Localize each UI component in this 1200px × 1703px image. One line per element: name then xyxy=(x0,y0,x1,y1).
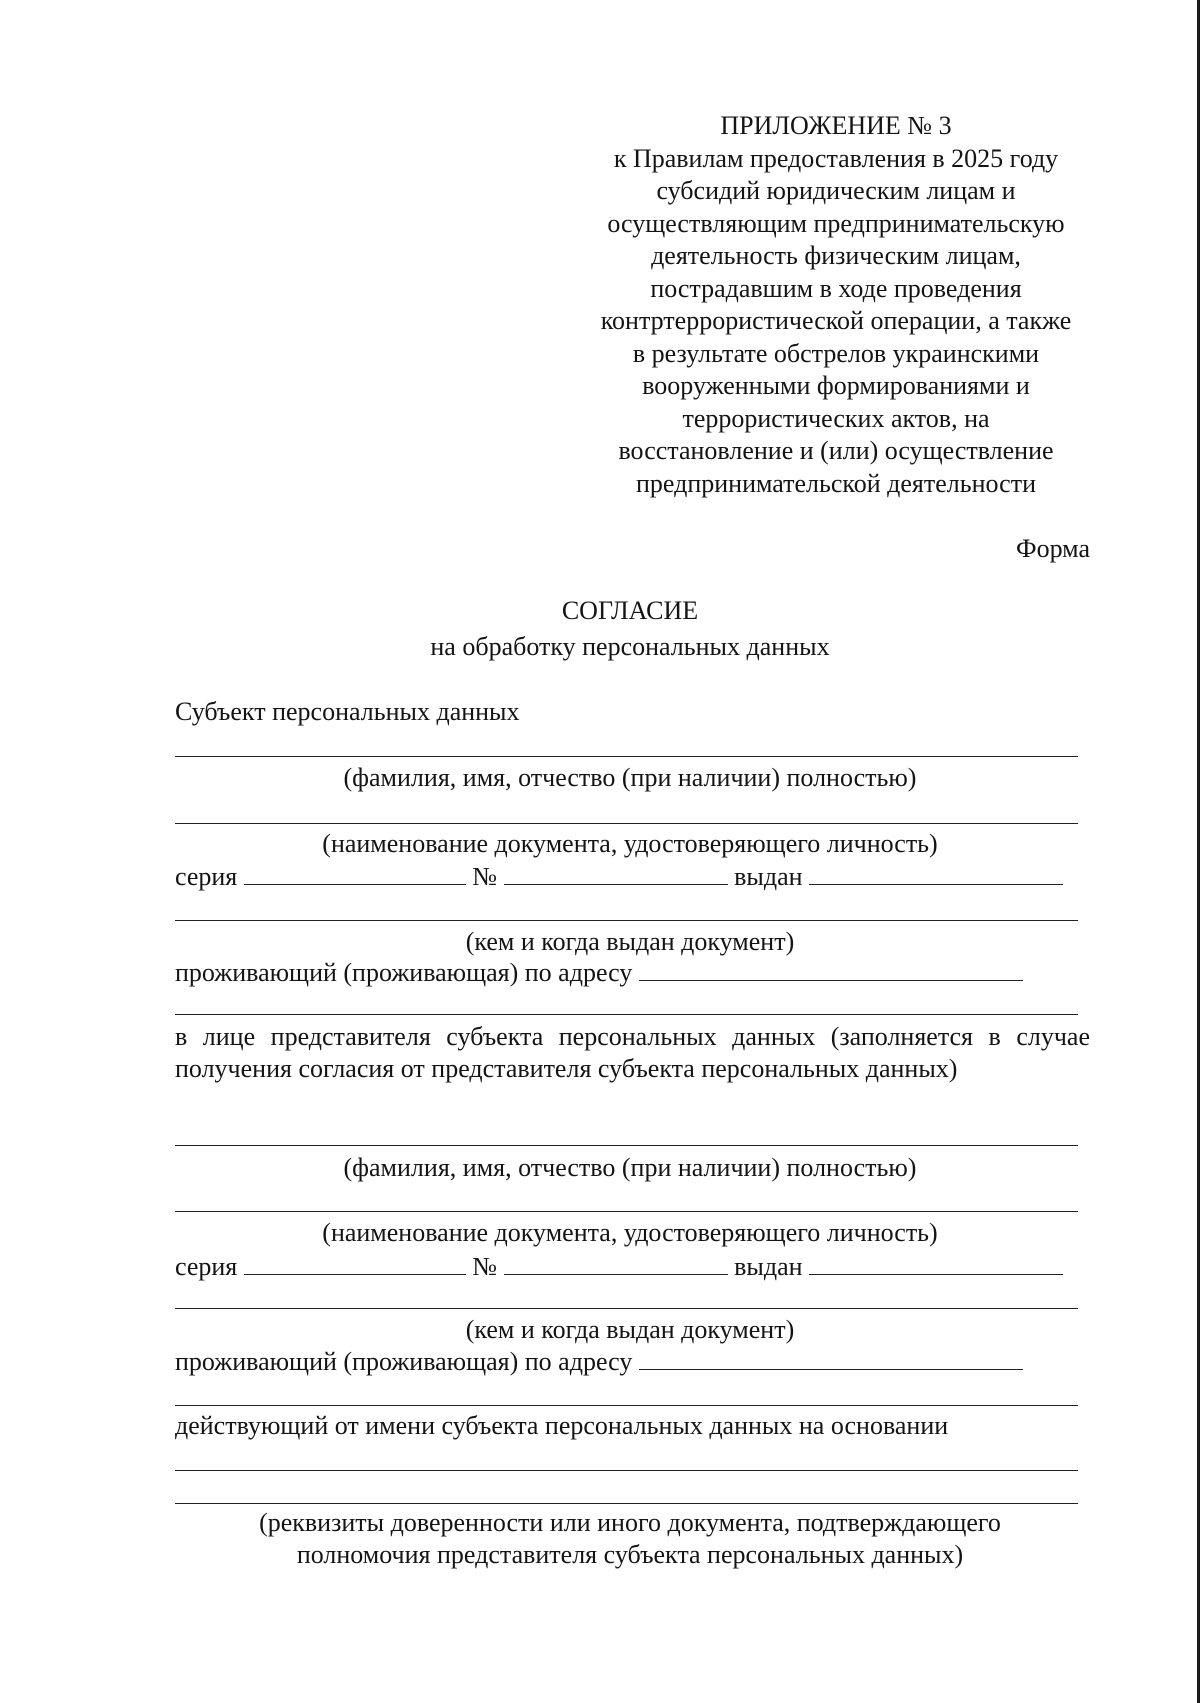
representative-address-row xyxy=(175,1347,1085,1377)
issued-label: выдан xyxy=(734,862,803,891)
issued-field[interactable] xyxy=(809,862,1063,885)
representative-basis-label: действующий от имени субъекта персональных данных на основании xyxy=(175,1411,949,1440)
address-field[interactable] xyxy=(639,1347,1023,1370)
subject-fio-line[interactable] xyxy=(175,756,1078,757)
appendix-line: деятельность физическим лицам, xyxy=(651,241,1021,270)
number-label: № xyxy=(472,1252,498,1281)
series-field[interactable] xyxy=(244,1252,466,1275)
representative-basis-line[interactable] xyxy=(175,1470,1078,1471)
issued-field[interactable] xyxy=(809,1252,1063,1275)
subject-fio-caption: (фамилия, имя, отчество (при наличии) полностью) xyxy=(343,763,917,792)
subject-issuer-caption: (кем и когда выдан документ) xyxy=(465,927,795,956)
appendix-line: осуществляющим предпринимательскую xyxy=(607,208,1065,238)
appendix-title: ПРИЛОЖЕНИЕ № 3 xyxy=(720,111,952,140)
representative-series-row xyxy=(175,1252,1085,1282)
address-field[interactable] xyxy=(639,958,1023,981)
address-label: проживающий (проживающая) по адресу xyxy=(175,1347,633,1376)
representative-issuer-line[interactable] xyxy=(175,1308,1078,1309)
appendix-line: предпринимательской деятельности xyxy=(636,468,1036,498)
form-label: Форма xyxy=(1016,534,1090,563)
subject-issuer-line[interactable] xyxy=(175,920,1078,921)
series-field[interactable] xyxy=(244,862,466,885)
appendix-line: террористических актов, на xyxy=(682,403,990,433)
representative-doc-caption: (наименование документа, удостоверяющего личность) xyxy=(322,1218,938,1247)
appendix-line: к Правилам предоставления в 2025 году xyxy=(613,143,1059,173)
subject-address-line[interactable] xyxy=(175,1014,1078,1015)
series-label: серия xyxy=(175,1252,238,1281)
document-subtitle: на обработку персональных данных xyxy=(430,632,830,661)
representative-fio-line[interactable] xyxy=(175,1145,1078,1146)
representative-address-line[interactable] xyxy=(175,1405,1078,1406)
representative-requisites-line[interactable] xyxy=(175,1503,1078,1504)
appendix-line: субсидий юридическим лицам и xyxy=(656,176,1016,205)
subject-label: Субъект персональных данных xyxy=(175,697,520,726)
appendix-line: вооруженными формированиями и xyxy=(642,371,1030,400)
representative-fio-caption: (фамилия, имя, отчество (при наличии) полностью) xyxy=(343,1153,917,1182)
issued-label: выдан xyxy=(734,1252,803,1281)
representative-doc-line[interactable] xyxy=(175,1211,1078,1212)
subject-address-row xyxy=(175,958,1085,988)
appendix-line: контртеррористической операции, а также xyxy=(600,306,1072,335)
number-field[interactable] xyxy=(504,862,728,885)
representative-intro: в лице представителя субъекта персональных данных (заполняется в случае получения согласия от представителя субъекта персональных данных) xyxy=(175,1022,1090,1083)
number-field[interactable] xyxy=(504,1252,728,1275)
requisites-caption-line1: (реквизиты доверенности или иного документа, подтверждающего xyxy=(259,1508,1001,1537)
appendix-line: восстановление и (или) осуществление xyxy=(618,436,1054,465)
document-title: СОГЛАСИЕ xyxy=(561,596,699,625)
appendix-line: в результате обстрелов украинскими xyxy=(632,338,1040,368)
subject-doc-line[interactable] xyxy=(175,823,1078,824)
representative-issuer-caption: (кем и когда выдан документ) xyxy=(465,1315,795,1344)
appendix-line: пострадавшим в ходе проведения xyxy=(650,273,1022,303)
series-label: серия xyxy=(175,862,238,891)
number-label: № xyxy=(472,862,498,891)
subject-series-row xyxy=(175,862,1085,892)
address-label: проживающий (проживающая) по адресу xyxy=(175,958,633,987)
appendix-header xyxy=(566,110,1106,500)
requisites-caption-line2: полномочия представителя субъекта персональных данных) xyxy=(296,1540,964,1569)
subject-doc-caption: (наименование документа, удостоверяющего личность) xyxy=(322,829,938,858)
